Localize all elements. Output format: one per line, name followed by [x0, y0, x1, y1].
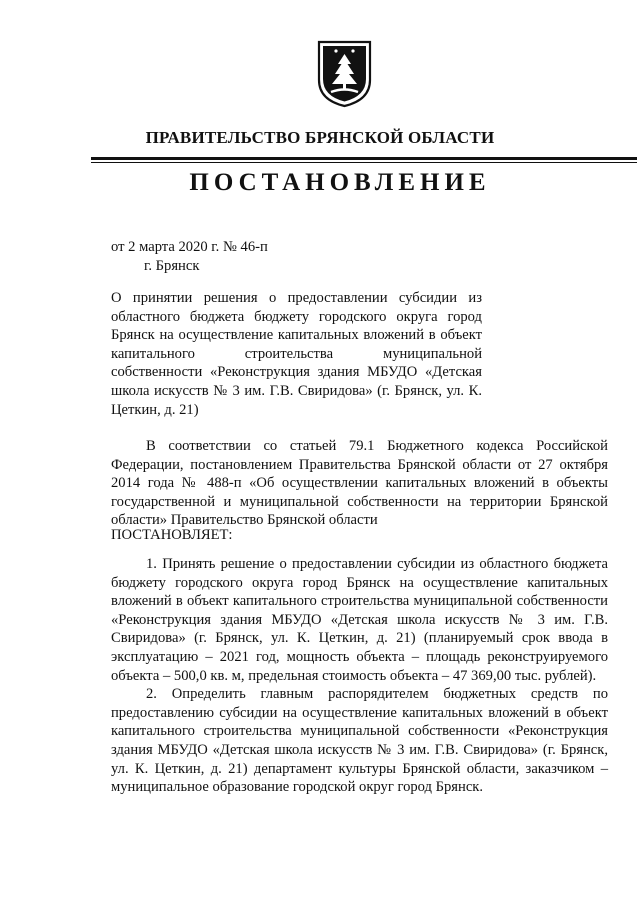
- header-rule-thick: [91, 157, 637, 160]
- header-rule-thin: [91, 162, 637, 163]
- dateline: от 2 марта 2020 г. № 46-п: [111, 239, 268, 255]
- decree-item-1: 1. Принять решение о предоставлении субсидии из областного бюджета бюджету городского округа город Брянск на осуществление капитальных вложений в объект капитального строительства муниципальной собственности «Реконструкция здания МБУДО «Детская школа искусств № 3 им. Г.В. Свиридова» (г. Брянск, ул. К. Цеткин, д. 21) (планируемый срок ввода в эксплуатацию – 2021 год, мощность объекта – площадь реконструируемого объекта – 500,0 кв. м, предельная стоимость объекта – 47 369,00 тыс. рублей).: [111, 556, 608, 684]
- city: г. Брянск: [144, 258, 200, 274]
- decree-word: ПОСТАНОВЛЯЕТ:: [111, 527, 233, 543]
- decree-items: [111, 555, 608, 797]
- decree-item-2: 2. Определить главным распорядителем бюджетных средств по предоставлению субсидии на осуществление капитальных вложений в объект капитального строительства муниципальной собственности «Реконструкция здания МБУДО «Детская школа искусств № 3 им. Г.В. Свиридова» (г. Брянск, ул. К. Цеткин, д. 21) департамент культуры Брянской области, заказчиком – муниципальное образование городской округ город Брянск.: [111, 686, 608, 796]
- coat-of-arms-icon: [317, 40, 372, 108]
- subject-heading: О принятии решения о предоставлении субсидии из областного бюджета бюджету городского округа город Брянск на осуществление капитальных вложений в объект капитального строительства муниципальной собственности «Реконструкция здания МБУДО «Детская школа искусств № 3 им. Г.В. Свиридова» (г. Брянск, ул. К. Цеткин, д. 21): [111, 290, 482, 418]
- document-type: ПОСТАНОВЛЕНИЕ: [189, 169, 491, 196]
- org-title: ПРАВИТЕЛЬСТВО БРЯНСКОЙ ОБЛАСТИ: [145, 128, 495, 147]
- preamble-paragraph: В соответствии со статьей 79.1 Бюджетного кодекса Российской Федерации, постановлением Правительства Брянской области от 27 октября 2014 года № 488-п «Об осуществлении капитальных вложений в объекты государственной и муниципальной собственности на территории Брянской области» Правительство Брянской области: [111, 438, 608, 529]
